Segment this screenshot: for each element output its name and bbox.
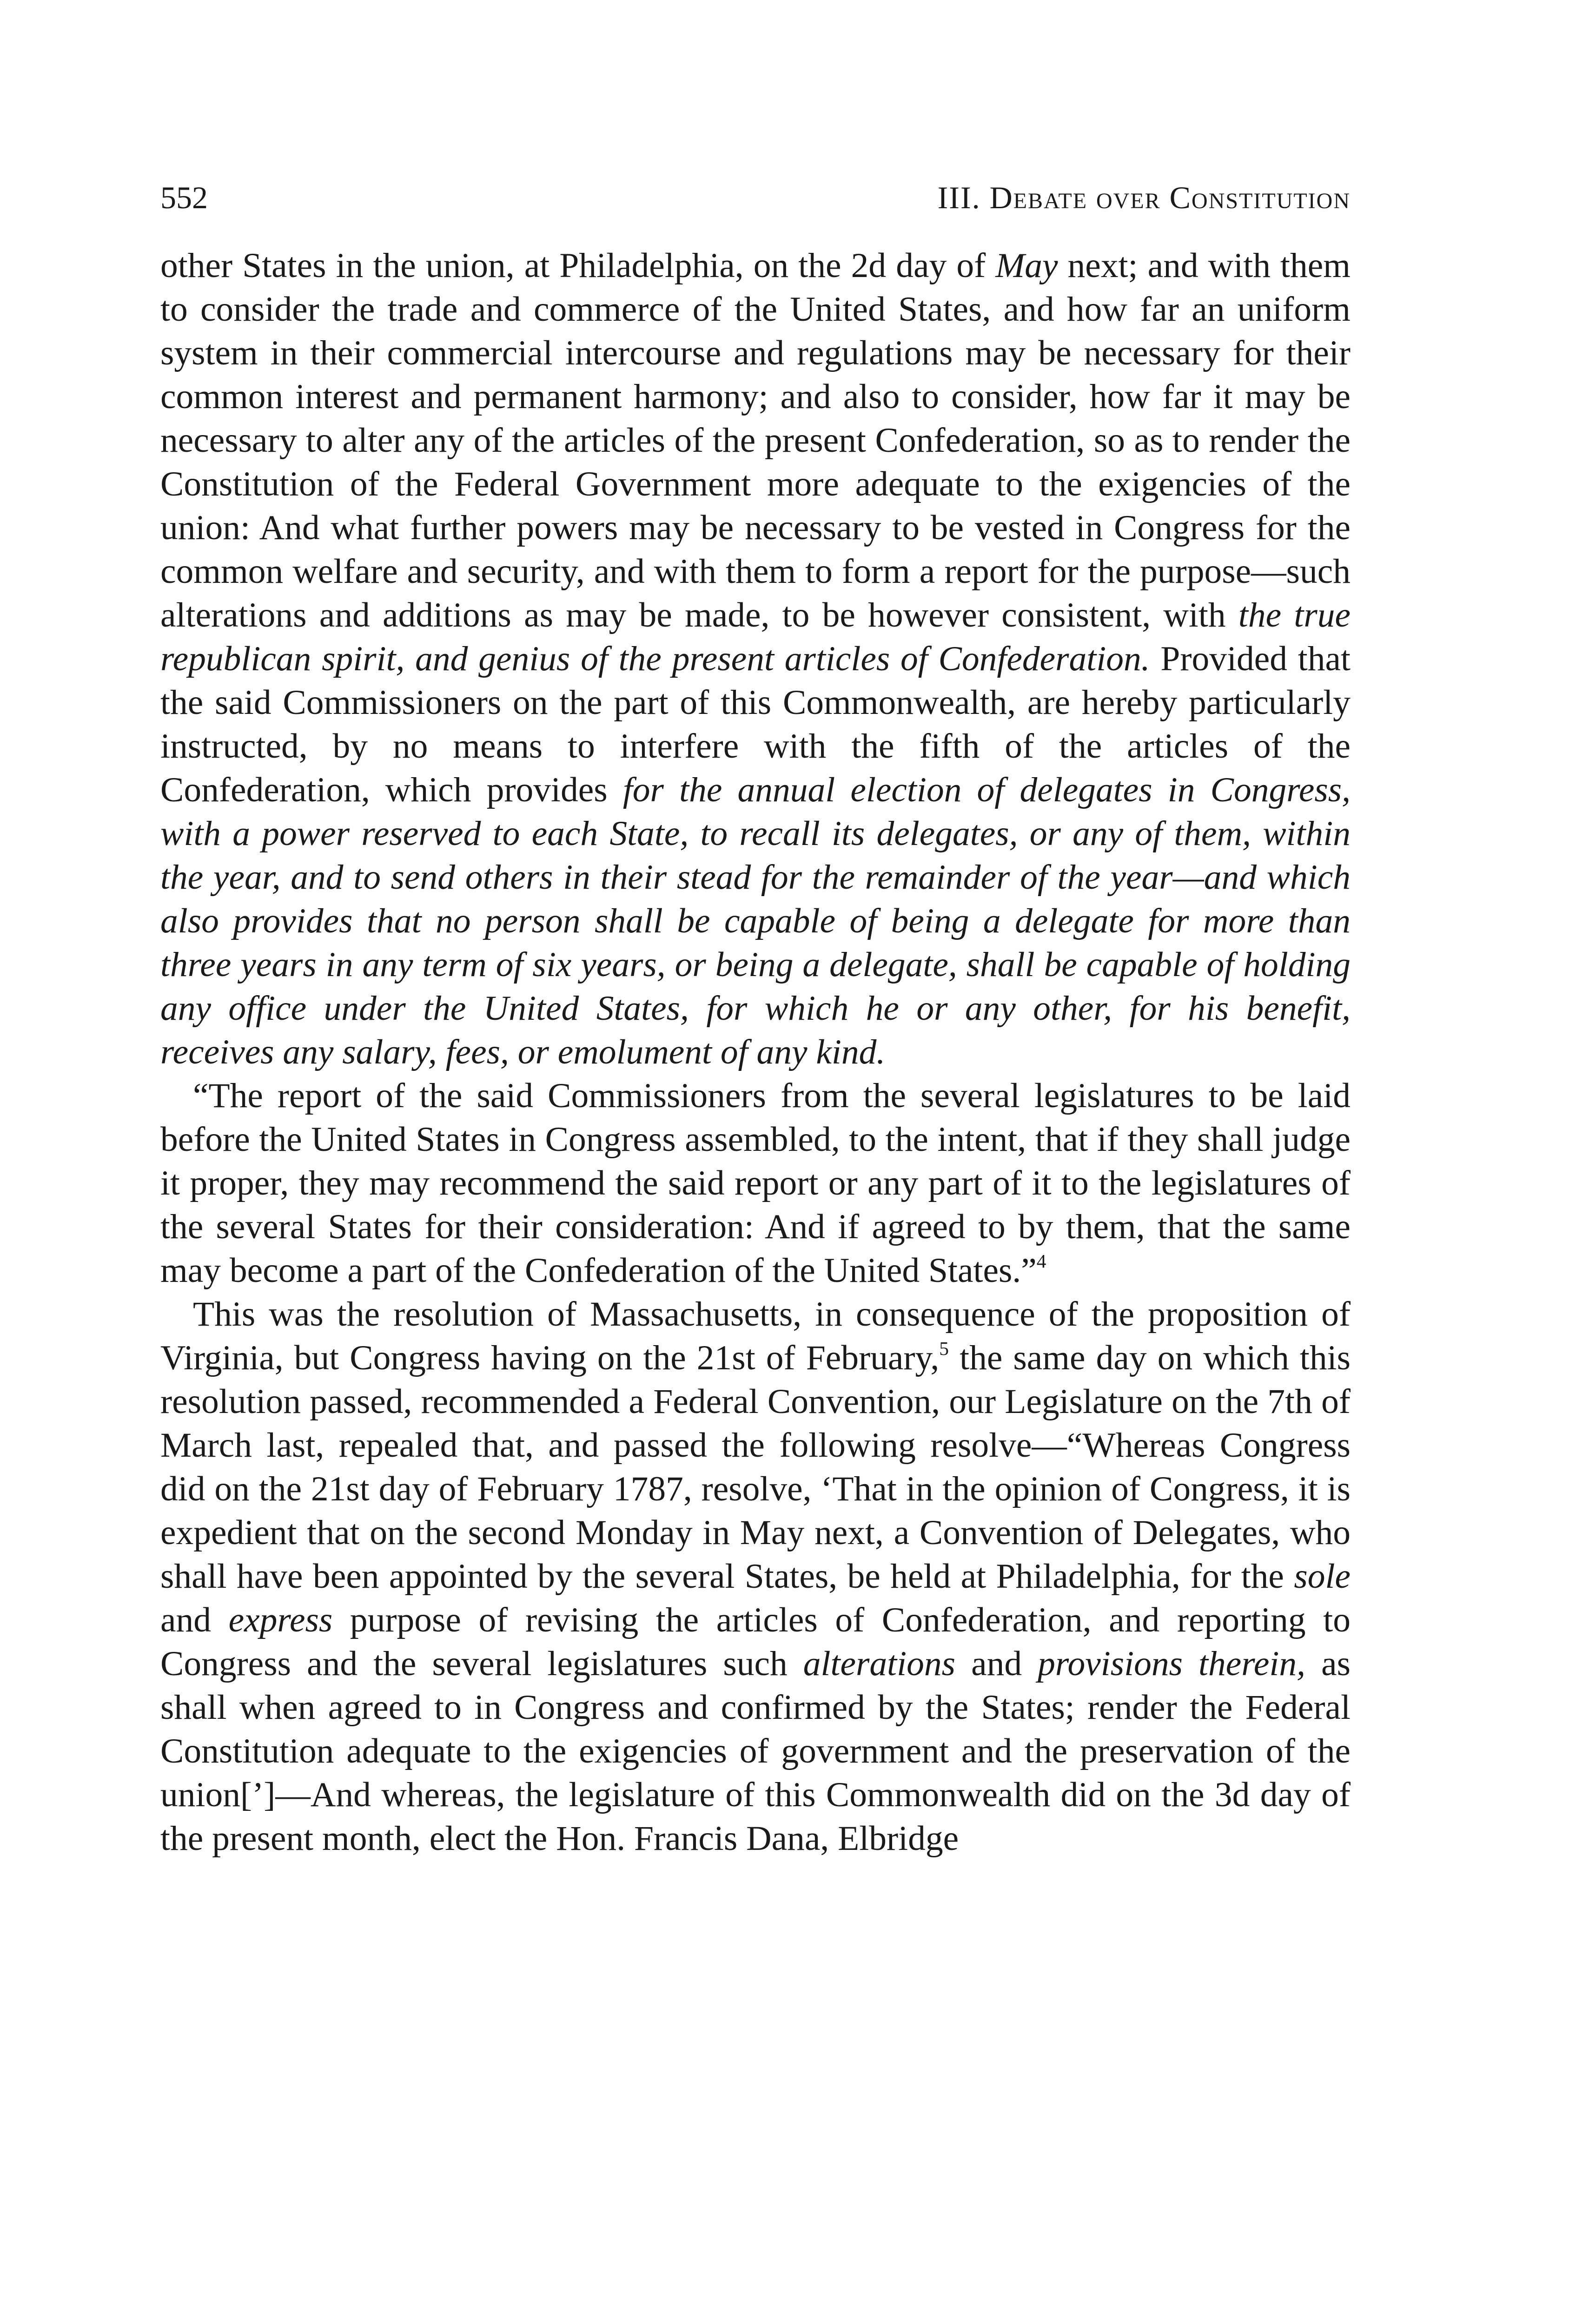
italic-text: May (995, 246, 1058, 285)
text-run: and (160, 1601, 229, 1639)
footnote-reference: 5 (939, 1337, 949, 1359)
italic-text: alterations (803, 1644, 955, 1683)
italic-text: provisions therein, (1038, 1644, 1305, 1683)
text-run: as shall when agreed to in Congress and confirmed by the States; render the Federal Constitution adequate to the exigencies of government and the preservation of the union[’]—And whereas, the legislature of this Commonwealth did on the 3d day of the present month, elect the Hon. Francis Dana, Elbridge (160, 1644, 1351, 1858)
page-number: 552 (160, 180, 208, 215)
paragraph-resolution (160, 1293, 1351, 1861)
text-run: next; and with them to consider the trade and commerce of the United States, and how far an uniform system in their commercial intercourse and regulations may be necessary for their common interest and permanent harmony; and also to consider, how far it may be necessary to alter any of the articles of the present Confederation, so as to render the Constitution of the Federal Government more adequate to the exigencies of the union: And what further powers may be necessary to be vested in Congress for the common welfare and security, and with them to form a report for the purpose—such alterations and additions as may be made, to be however consistent, with (160, 246, 1351, 634)
running-head (160, 177, 1351, 228)
section-title (938, 177, 1351, 218)
section-roman: III. (937, 180, 981, 215)
footnote-reference: 4 (1036, 1250, 1046, 1272)
italic-text: the true republican spirit, and genius of the present articles of Confederation. (160, 596, 1351, 678)
italic-text: for the annual election of delegates in Congress, with a power reserved to each State, to recall its delegates, or any of them, within the year, and to send others in their stead for the remainder of the year—and which also provides that no person shall be capable of being a delegate for more than three years in any term of six years, or being a delegate, shall be capable of holding any office under the United States, for which he or any other, for his benefit, receives any salary, fees, or emolument of any kind. (160, 771, 1351, 1071)
text-run: “The report of the said Commissioners from the several legislatures to be laid before the United States in Congress assembled, to the intent, that if they shall judge it proper, they may recommend the said report or any part of it to the legislatures of the several States for their consideration: And if agreed to by them, that the same may become a part of the Confederation of the United States.” (160, 1076, 1351, 1290)
book-page (160, 177, 1351, 1861)
text-run: purpose of revising the articles of Confederation, and reporting to Congress and the several legislatures such (160, 1601, 1351, 1683)
italic-text: express (228, 1601, 333, 1639)
paragraph-continuation (160, 244, 1351, 1074)
body-text (160, 244, 1351, 1861)
section-words: Debate over Constitution (989, 180, 1351, 215)
paragraph-report (160, 1074, 1351, 1293)
text-run: This was the resolution of Massachusetts, in consequence of the proposition of Virginia, but Congress having on the 21st of February, (160, 1295, 1351, 1377)
text-run: and (955, 1644, 1038, 1683)
italic-text: sole (1294, 1557, 1351, 1596)
text-run: other States in the union, at Philadelphia, on the 2d day of (160, 246, 996, 285)
text-run: Provided that the said Commissioners on the part of this Commonwealth, are hereby particularly instructed, by no means to interfere with the fifth of the articles of the Confederation, which provides (160, 640, 1351, 809)
text-run: the same day on which this resolution passed, recommended a Federal Convention, our Legislature on the 7th of March last, repealed that, and passed the following resolve—“Whereas Congress did on the 21st day of February 1787, resolve, ‘That in the opinion of Congress, it is expedient that on the second Monday in May next, a Convention of Delegates, who shall have been appointed by the several States, be held at Philadelphia, for the (160, 1339, 1351, 1596)
